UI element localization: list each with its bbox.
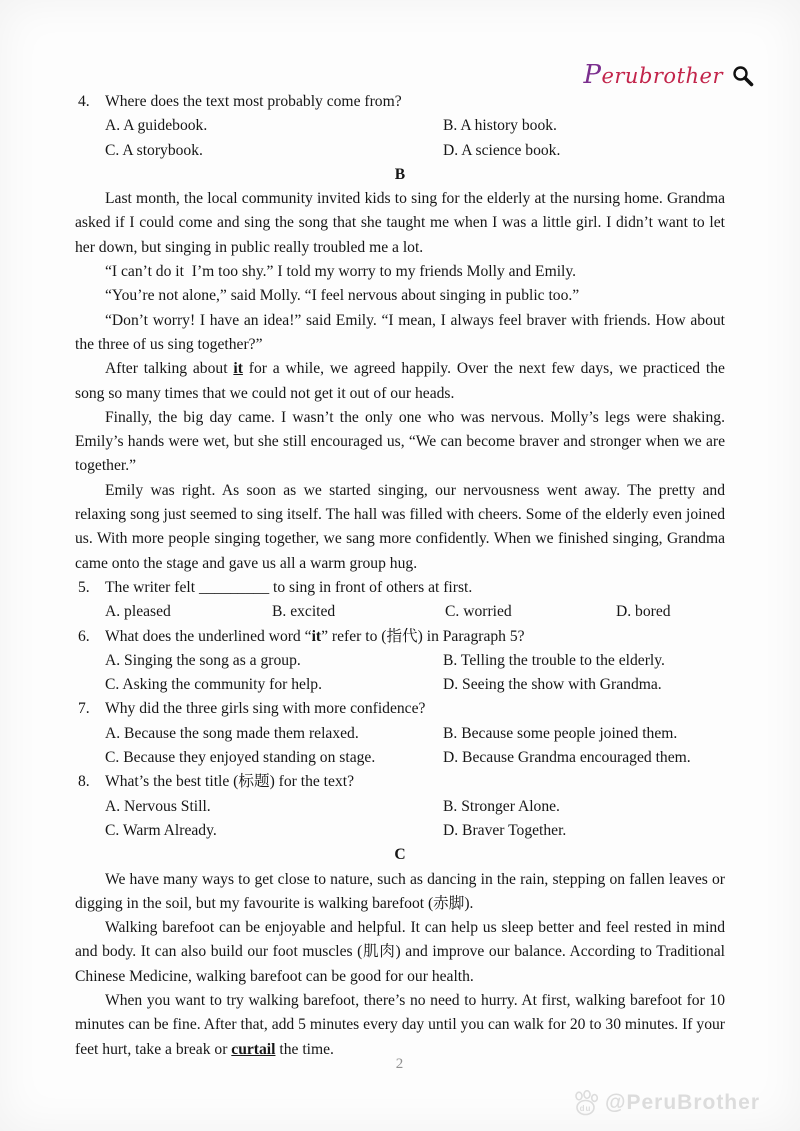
paragraph-5-post: for a while, we agreed happily. Over the next few days, we practiced the song so many times that we could not get it out of our heads. bbox=[75, 360, 725, 402]
question-5-option-c: C. worried bbox=[445, 603, 512, 621]
question-6-option-a: A. Singing the song as a group. bbox=[105, 651, 301, 669]
question-4-option-c: C. A storybook. bbox=[105, 141, 203, 159]
question-8-option-b: B. Stronger Alone. bbox=[443, 797, 560, 815]
question-6-options-row-2 bbox=[75, 673, 725, 697]
question-7-text: Why did the three girls sing with more confidence? bbox=[105, 700, 426, 718]
brand-logo bbox=[583, 62, 754, 89]
paw-du-text: du bbox=[579, 1104, 592, 1113]
question-6-option-d: D. Seeing the show with Grandma. bbox=[443, 676, 662, 694]
section-c-heading: C bbox=[394, 846, 406, 864]
question-6-option-c: C. Asking the community for help. bbox=[105, 676, 322, 694]
passage-c-paragraph-2: Walking barefoot can be enjoyable and helpful. It can help us sleep better and feel rested in mind and body. It can also build our foot muscles (肌肉) and improve our balance. According to Traditional Chinese Medicine, walking barefoot can be good for our health. bbox=[75, 919, 725, 985]
question-5-options bbox=[75, 600, 725, 624]
question-7-number: 7. bbox=[78, 700, 90, 718]
question-4-options-row-2 bbox=[75, 139, 725, 163]
question-6-text-pre: What does the underlined word “ bbox=[105, 627, 312, 645]
question-4-option-b: B. A history book. bbox=[443, 117, 557, 135]
underlined-word-it: it bbox=[233, 360, 243, 378]
passage-b-paragraph-7: Emily was right. As soon as we started singing, our nervousness went away. The pretty and relaxing song just seemed to sing itself. The hall was filled with cheers. Some of the elderly even joined us. With more people singing together, we sang more confidently. When we finished singing, Grandma came onto the stage and gave us all a warm group hug. bbox=[75, 481, 725, 572]
question-4-text: Where does the text most probably come from? bbox=[105, 93, 402, 110]
question-7-option-b: B. Because some people joined them. bbox=[443, 724, 678, 742]
question-7-option-a: A. Because the song made them relaxed. bbox=[105, 724, 359, 742]
question-6-number: 6. bbox=[78, 627, 90, 645]
question-4-option-d: D. A science book. bbox=[443, 141, 561, 159]
watermark bbox=[572, 1090, 760, 1116]
page-number: 2 bbox=[395, 1056, 405, 1072]
question-7-option-d: D. Because Grandma encouraged them. bbox=[443, 749, 691, 767]
question-4 bbox=[75, 90, 725, 114]
paragraph-5-pre: After talking about bbox=[105, 360, 234, 378]
question-8-option-d: D. Braver Together. bbox=[443, 821, 567, 839]
question-8-text: What’s the best title (标题) for the text? bbox=[105, 773, 354, 791]
passage-b-paragraph-5 bbox=[75, 357, 725, 406]
passage-b-paragraph-2: “I can’t do it I’m too shy.” I told my worry to my friends Molly and Emily. bbox=[105, 263, 577, 281]
question-7 bbox=[75, 697, 725, 721]
brand-logo-first-letter: P bbox=[583, 60, 602, 90]
question-7-options-row-1 bbox=[75, 722, 725, 746]
paragraph-c3-pre: When you want to try walking barefoot, there’s no need to hurry. At first, walking barefoot for 10 minutes can be fine. After that, add 5 minutes every day until you can walk for 20 to 30 minutes. If your feet hurt, take a break or bbox=[75, 991, 725, 1058]
question-8-number: 8. bbox=[78, 773, 90, 791]
underlined-word-curtail: curtail bbox=[231, 1040, 276, 1058]
question-5-option-a: A. pleased bbox=[105, 603, 171, 621]
question-7-option-c: C. Because they enjoyed standing on stage. bbox=[105, 749, 376, 767]
passage-c-paragraph-3 bbox=[75, 989, 725, 1062]
question-5-text: The writer felt _________ to sing in front of others at first. bbox=[105, 578, 473, 596]
exam-content bbox=[75, 90, 725, 1062]
question-8-options-row-2 bbox=[75, 819, 725, 843]
question-4-number: 4. bbox=[78, 93, 90, 110]
question-5-option-b: B. excited bbox=[272, 603, 336, 621]
passage-c-paragraph-1: We have many ways to get close to nature, such as dancing in the rain, stepping on fallen leaves or digging in the soil, but my favourite is walking barefoot (赤脚). bbox=[75, 870, 725, 912]
question-6 bbox=[75, 625, 725, 649]
watermark-handle: @PeruBrother bbox=[604, 1091, 760, 1114]
question-8-options-row-1 bbox=[75, 795, 725, 819]
question-8-option-a: A. Nervous Still. bbox=[105, 797, 211, 815]
question-6-options-row-1 bbox=[75, 649, 725, 673]
question-4-option-a: A. A guidebook. bbox=[105, 117, 208, 135]
paragraph-c3-post: the time. bbox=[275, 1040, 334, 1058]
question-7-options-row-2 bbox=[75, 746, 725, 770]
question-6-text bbox=[105, 625, 725, 649]
passage-b-paragraph-4: “Don’t worry! I have an idea!” said Emily. “I mean, I always feel braver with friends. How about the three of us sing together?” bbox=[75, 311, 725, 353]
passage-b-paragraph-1: Last month, the local community invited kids to sing for the elderly at the nursing home. Grandma asked if I could come and sing the song that she taught me when I was a little girl. I didn’t want to let her down, but singing in public really troubled me a lot. bbox=[75, 190, 725, 256]
magnifier-icon bbox=[732, 65, 754, 87]
question-8-option-c: C. Warm Already. bbox=[105, 821, 217, 839]
question-4-options-row-1 bbox=[75, 114, 725, 138]
passage-b-paragraph-3: “You’re not alone,” said Molly. “I feel nervous about singing in public too.” bbox=[105, 287, 580, 305]
brand-logo-text bbox=[583, 62, 723, 89]
question-5-option-d: D. bored bbox=[616, 603, 671, 621]
section-b-heading: B bbox=[394, 165, 406, 183]
question-5 bbox=[75, 576, 725, 600]
brand-logo-rest: erubrother bbox=[601, 64, 723, 88]
question-6-bold-it: it bbox=[311, 627, 322, 645]
passage-b-paragraph-6: Finally, the big day came. I wasn’t the only one who was nervous. Molly’s legs were shaking. Emily’s hands were wet, but she still encouraged us, “We can become braver and stronger when we are together.” bbox=[75, 408, 725, 475]
question-8 bbox=[75, 770, 725, 794]
question-6-text-post: ” refer to (指代) in Paragraph 5? bbox=[321, 627, 525, 645]
question-5-number: 5. bbox=[78, 578, 90, 596]
question-6-option-b: B. Telling the trouble to the elderly. bbox=[443, 651, 665, 669]
paw-icon bbox=[572, 1090, 600, 1116]
